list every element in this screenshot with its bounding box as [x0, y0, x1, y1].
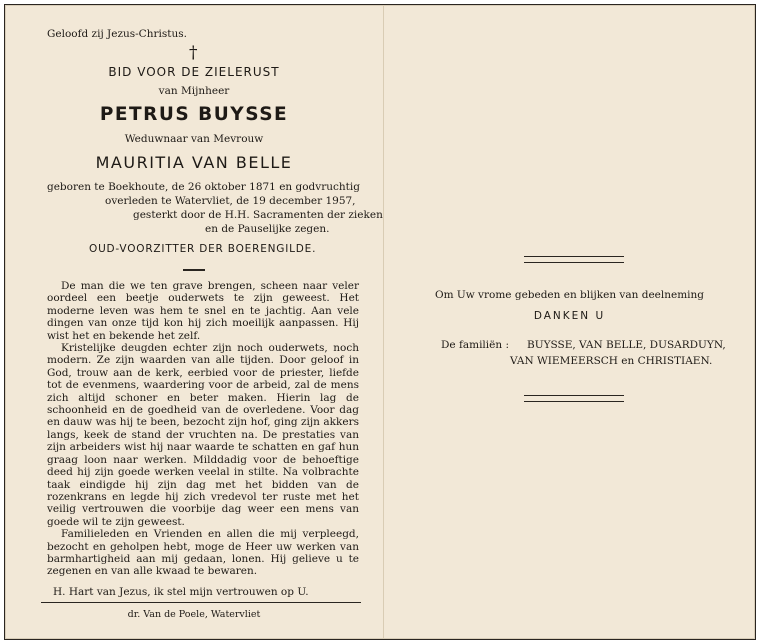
eulogy-paragraph-2: Kristelijke deugden echter zijn noch ouderwets, noch modern. Ze zijn waarden van alle tijden. Door geloof in God, trouw aan de kerk, eerbied voor de priester, liefde tot de evenmens, waardering voor de arbeid, zal de mens zich altijd schoner en beter maken. Hierin lag de schoonheid en de goedheid van de overledene. Voor dag en dauw was hij te been, bezocht zijn hof, ging zijn akkers langs, keek de stand der vruchten na. De prestaties van zijn arbeiders wist hij naar waarde te schatten en gaf hun graag loon naar werken. Milddadig voor de behoeftige deed hij zijn goede werken veelal in stilte. Na volbrachte taak eindigde hij zijn dag met het bidden van de rozenkrans en legde hij zich vredevol ter ruste met het veilig vertrouwen die voorbije dag weer een mens van goede wil te zijn geweest. — [47, 342, 359, 528]
top-rule — [524, 256, 624, 263]
right-panel — [384, 5, 755, 639]
of-sir: van Mijnheer — [158, 85, 230, 97]
eulogy-paragraph-1: De man die we ten grave brengen, scheen naar veler oordeel een beetje ouderwets te zijn geweest. Het moderne leven was hem te snel en te jachtig. Aan vele dingen van onze tijd kon hij zich moeilijk aanpassen. Hij wist het en bekende het zelf. — [47, 280, 359, 342]
separator — [183, 269, 205, 271]
left-panel — [5, 5, 383, 639]
title-line: OUD-VOORZITTER DER BOERENGILDE. — [89, 243, 317, 255]
families-line-1: BUYSSE, VAN BELLE, DUSARDUYN, — [527, 339, 726, 351]
families-line-2: VAN WIEMEERSCH en CHRISTIAEN. — [510, 355, 713, 367]
widower-of: Weduwnaar van Mevrouw — [124, 133, 264, 145]
thanks-intro: Om Uw vrome gebeden en blijken van deelneming — [434, 289, 705, 301]
bio-line-4: en de Pauselijke zegen. — [205, 223, 330, 235]
memorial-card — [4, 4, 756, 640]
faith-line: Geloofd zij Jezus-Christus. — [47, 28, 187, 40]
thanks-heading: DANKEN U — [533, 310, 606, 322]
bio-line-3: gesterkt door de H.H. Sacramenten der zieken — [133, 209, 383, 221]
invocation: H. Hart van Jezus, ik stel mijn vertrouwen op U. — [53, 586, 309, 598]
spouse-name: MAURITIA VAN BELLE — [95, 153, 293, 172]
bio-line-1: geboren te Boekhoute, de 26 oktober 1871 en godvruchtig — [47, 181, 360, 193]
printer-credit: dr. Van de Poele, Watervliet — [127, 609, 261, 620]
families-label: De familiën : — [441, 339, 509, 351]
printer-rule — [41, 602, 361, 603]
eulogy-text — [47, 280, 359, 578]
cross-icon: † — [189, 43, 198, 63]
bottom-rule — [524, 395, 624, 402]
deceased-name: PETRUS BUYSSE — [99, 104, 289, 125]
eulogy-paragraph-3: Familieleden en Vrienden en allen die mij verpleegd, bezocht en geholpen hebt, moge de Heer uw werken van barmhartigheid aan mij gedaan, lonen. Hij gelieve u te zegenen en van alle kwaad te bewaren. — [47, 528, 359, 578]
prayer-heading: BID VOOR DE ZIELERUST — [108, 65, 280, 79]
bio-line-2: overleden te Watervliet, de 19 december 1957, — [105, 195, 356, 207]
